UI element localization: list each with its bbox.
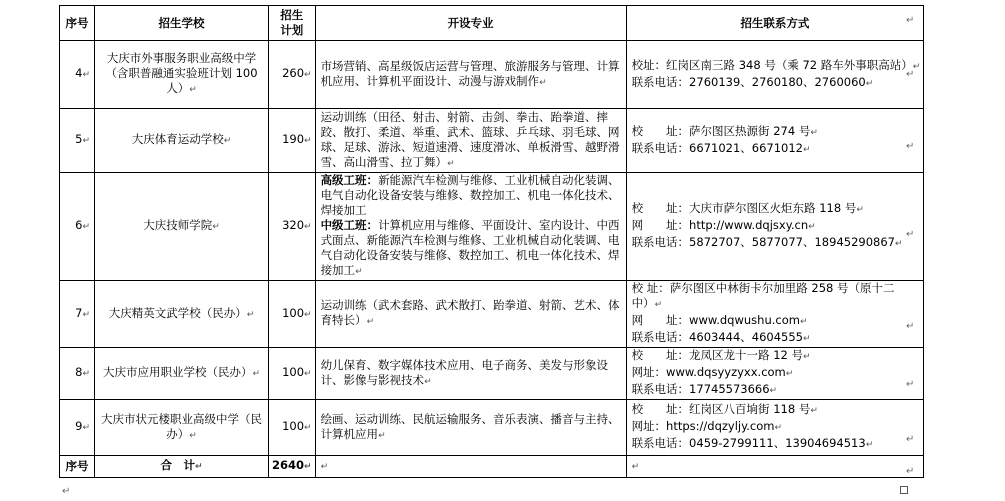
footer-index: 序号 (60, 456, 95, 478)
row-index: 9↵ (60, 400, 95, 456)
row-end-mark: ↵ (906, 434, 915, 445)
row-contact (626, 173, 924, 281)
row-end-mark: ↵ (906, 69, 915, 80)
total-majors: ↵ (315, 456, 626, 478)
header-contact: 招生联系方式 (626, 6, 924, 41)
contact-line: 联系电话：5872707、5877077、18945290867↵ (631, 235, 903, 249)
advanced-class-majors: 新能源汽车检测与维修、工业机械自动化装调、电气自动化设备安装与维修、数控加工、机电一体化技术、焊接加工 (320, 173, 620, 217)
row-majors: 高级工班：新能源汽车检测与维修、工业机械自动化装调、电气自动化设备安装与维修、数控加工、机电一体化技术、焊接加工 中级工班：计算机应用与维修、平面设计、室内设计、中西式面点、新能源汽车检测与维修、工业机械自动化装调、电气自动化设备安装与维修、数控加工、机电一体化技术、焊接加工↵ (315, 173, 626, 281)
contact-line: 校 址：萨尔图区热源街 274 号↵ (631, 123, 818, 138)
table-row (60, 173, 924, 281)
advanced-class-tag: 高级工班： (320, 173, 379, 187)
row-plan: 100↵ (269, 400, 316, 456)
row-contact (626, 281, 924, 348)
contact-line: 网 址：www.dqwushu.com↵ (631, 313, 808, 327)
contact-line: 校 址：萨尔图区中林街卡尔加里路 258 号（原十二 (631, 281, 895, 295)
row-plan: 260↵ (269, 41, 316, 109)
row-school: 大庆技师学院↵ (95, 173, 269, 281)
row-end-mark: ↵ (906, 466, 915, 477)
row-plan: 100↵ (269, 281, 316, 348)
contact-line: 网址：www.dqsyyzyxx.com↵ (631, 365, 794, 379)
row-school: 大庆市外事服务职业高级中学（含职普融通实验班计划 100 人）↵ (95, 41, 269, 109)
row-school: 大庆体育运动学校↵ (95, 109, 269, 173)
total-label: 合 计↵ (95, 456, 269, 478)
paragraph-mark: ↵ (62, 486, 71, 497)
table-row (60, 41, 924, 109)
mid-class-majors: 计算机应用与维修、平面设计、室内设计、中西式面点、新能源汽车检测与维修、工业机械自动化装调、电气自动化设备安装与维修、数控加工、机电一体化技术、焊接加工 (320, 218, 620, 277)
header-plan: 招生 计划 (269, 6, 316, 41)
row-contact (626, 41, 924, 109)
row-index: 4↵ (60, 41, 95, 109)
header-school: 招生学校 (95, 6, 269, 41)
row-contact (626, 109, 924, 173)
table-row (60, 348, 924, 400)
contact-line: 网址：https://dqzyljy.com↵ (631, 419, 783, 433)
row-index: 7↵ (60, 281, 95, 348)
row-school: 大庆市状元楼职业高级中学（民办）↵ (95, 400, 269, 456)
mid-class-tag: 中级工班： (320, 218, 379, 232)
total-plan: 2640↵ (269, 456, 316, 478)
contact-line: 中）↵ (631, 296, 663, 310)
table-row (60, 109, 924, 173)
enrollment-table (59, 5, 924, 478)
row-end-mark: ↵ (906, 141, 915, 152)
contact-line: 校址：红岗区南三路 348 号（乘 72 路车外事职高站）↵ (631, 57, 921, 72)
row-end-mark: ↵ (906, 15, 915, 26)
table-row (60, 281, 924, 348)
table-row (60, 400, 924, 456)
row-index: 6↵ (60, 173, 95, 281)
contact-line: 校 址：大庆市萨尔图区火炬东路 118 号↵ (631, 201, 864, 215)
table-resize-handle[interactable] (900, 486, 908, 494)
row-plan: 100↵ (269, 348, 316, 400)
contact-line: 校 址：红岗区八百垧街 118 号↵ (631, 402, 818, 416)
row-majors: 运动训练（田径、射击、射箭、击剑、拳击、跆拳道、摔跤、散打、柔道、举重、武术、篮球、乒乓球、羽毛球、网球、足球、游泳、短道速滑、速度滑冰、单板滑雪、越野滑雪、高山滑雪、拉丁舞）↵ (315, 109, 626, 173)
row-majors: 幼儿保育、数字媒体技术应用、电子商务、美发与形象设计、影像与影视技术↵ (315, 348, 626, 400)
row-majors: 市场营销、高星级饭店运营与管理、旅游服务与管理、计算机应用、计算机平面设计、动漫与游戏制作↵ (315, 41, 626, 109)
total-contact: ↵ (626, 456, 924, 478)
header-row (60, 6, 924, 41)
contact-line: 联系电话：2760139、2760180、2760060↵ (631, 74, 874, 89)
row-end-mark: ↵ (906, 379, 915, 390)
contact-line: 联系电话：6671021、6671012↵ (631, 140, 811, 155)
contact-line: 联系电话：17745573666↵ (631, 382, 778, 396)
row-school: 大庆市应用职业学校（民办）↵ (95, 348, 269, 400)
header-index: 序号 (60, 6, 95, 41)
row-plan: 320↵ (269, 173, 316, 281)
row-contact (626, 400, 924, 456)
row-index: 8↵ (60, 348, 95, 400)
contact-line: 联系电话：0459-2799111、13904694513↵ (631, 436, 874, 450)
row-plan: 190↵ (269, 109, 316, 173)
row-majors: 绘画、运动训练、民航运输服务、音乐表演、播音与主持、计算机应用↵ (315, 400, 626, 456)
row-school: 大庆精英文武学校（民办）↵ (95, 281, 269, 348)
header-majors: 开设专业 (315, 6, 626, 41)
contact-line: 校 址：龙凤区龙十一路 12 号↵ (631, 348, 811, 362)
total-row (60, 456, 924, 478)
row-index: 5↵ (60, 109, 95, 173)
contact-line: 网 址：http://www.dqjsxy.cn↵ (631, 218, 816, 232)
row-contact (626, 348, 924, 400)
row-end-mark: ↵ (906, 229, 915, 240)
contact-line: 联系电话：4603444、4604555↵ (631, 330, 811, 344)
row-majors: 运动训练（武术套路、武术散打、跆拳道、射箭、艺术、体育特长）↵ (315, 281, 626, 348)
row-end-mark: ↵ (906, 321, 915, 332)
